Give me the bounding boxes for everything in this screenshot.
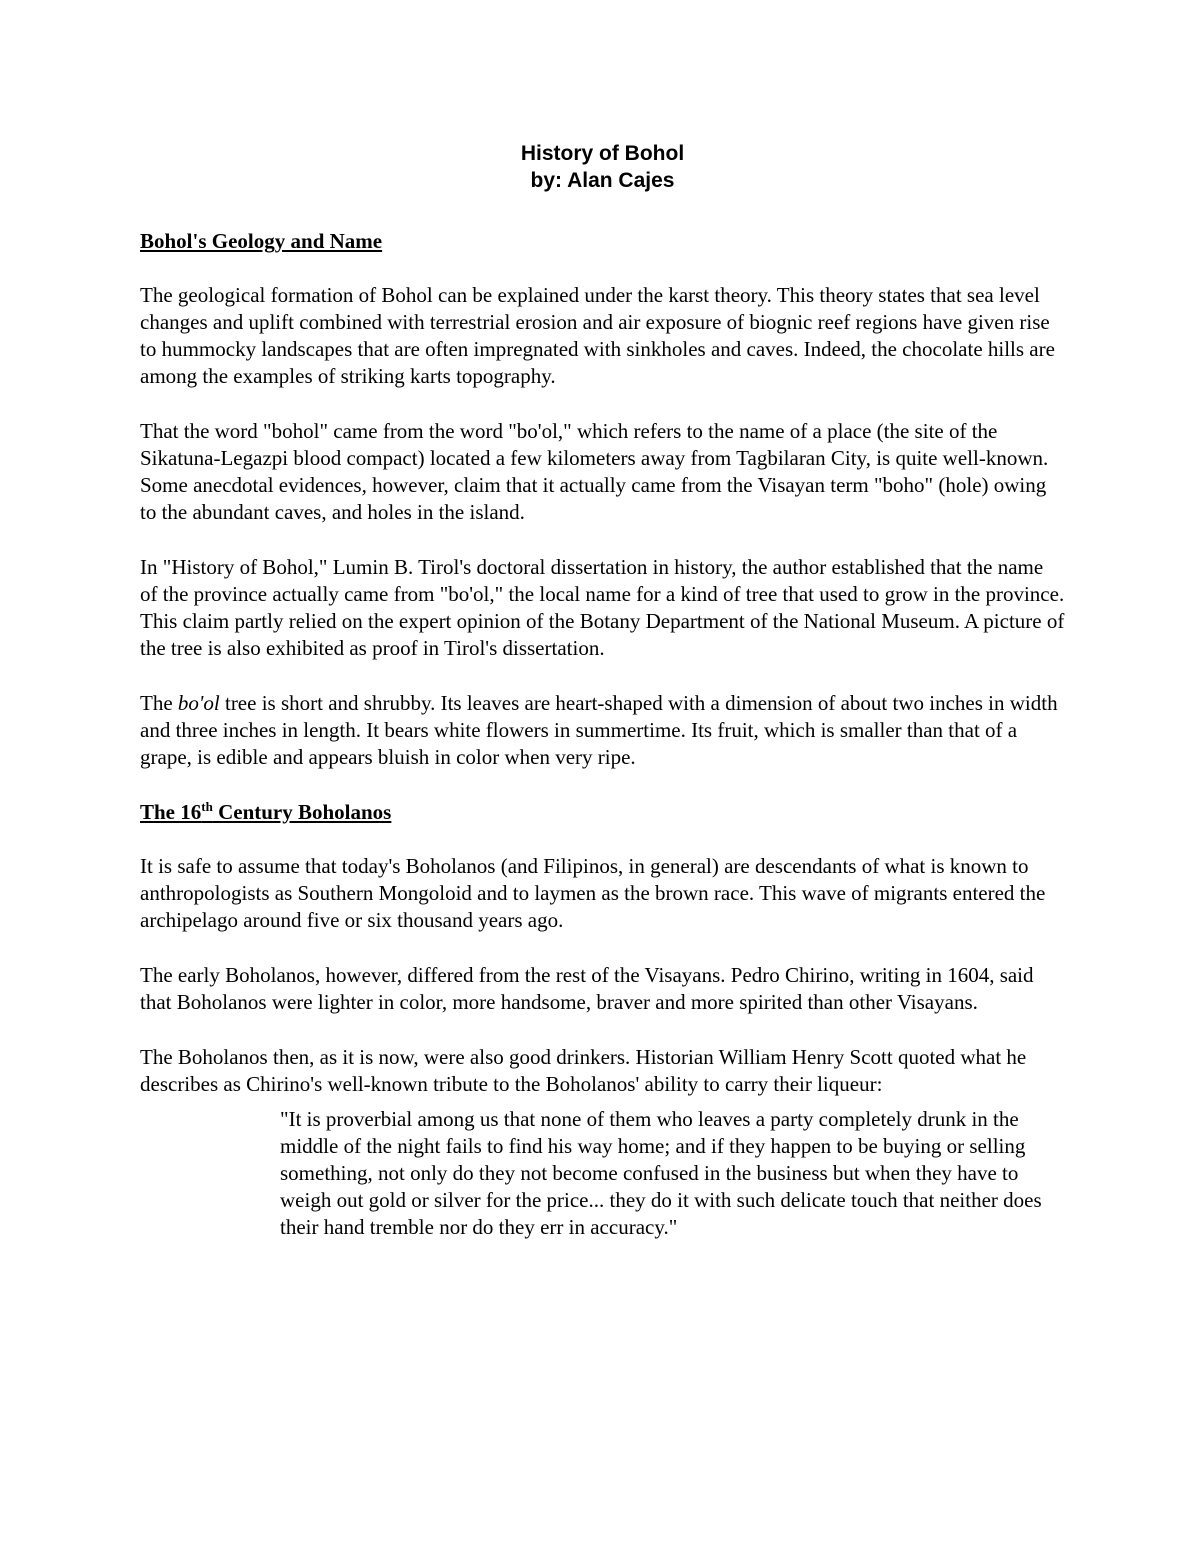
- chirino-quote: [280, 1106, 1055, 1241]
- bool-tree-italic: bo'ol: [177, 691, 220, 715]
- document-title: History of Bohol: [520, 142, 685, 165]
- paragraph-chirino: The early Boholanos, however, differed from the rest of the Visayans. Pedro Chirino, writing in 1604, said that Boholanos were lighter in color, more handsome, braver and more spirited than other Visayans.: [140, 963, 1034, 1014]
- section-heading-geology: Bohol's Geology and Name: [140, 229, 383, 253]
- section-heading-boholanos: [140, 799, 1065, 826]
- bool-tree-text-start: The: [140, 691, 178, 715]
- paragraph-tirol-dissertation: In "History of Bohol," Lumin B. Tirol's doctoral dissertation in history, the author established that the name of the province actually came from "bo'ol," the local name for a kind of tree that used to grow in the province. This claim partly relied on the expert opinion of the Botany Department of the National Museum. A picture of the tree is also exhibited as proof in Tirol's dissertation.: [140, 555, 1065, 660]
- title-block: [140, 140, 1065, 194]
- paragraph-drinkers: The Boholanos then, as it is now, were also good drinkers. Historian William Henry Scott quoted what he describes as Chirino's well-known tribute to the Boholanos' ability to carry their liqueur:: [140, 1045, 1027, 1096]
- heading-boholanos-sup: th: [201, 799, 213, 814]
- document-content: [140, 140, 1065, 1241]
- paragraph-name-origin: That the word "bohol" came from the word "bo'ol," which refers to the name of a place (the site of the Sikatuna-Legazpi blood compact) located a few kilometers away from Tagbilaran City, is quite well-known. Some anecdotal evidences, however, claim that it actually came from the Visayan term "boho" (hole) owing to the abundant caves, and holes in the island.: [140, 419, 1049, 524]
- chirino-quote-text: "It is proverbial among us that none of them who leaves a party completely drunk in the middle of the night fails to find his way home; and if they happen to be buying or selling something, not only do they not become confused in the business but when they have to weigh out gold or silver for the price... they do it with such delicate touch that neither does their hand tremble nor do they err in accuracy.": [280, 1107, 1042, 1239]
- bool-tree-text-rest: tree is short and shrubby. Its leaves are heart-shaped with a dimension of about two inches in width and three inches in length. It bears white flowers in summertime. Its fruit, which is smaller than that of a grape, is edible and appears bluish in color when very ripe.: [140, 691, 1058, 769]
- paragraph-geology-karst: The geological formation of Bohol can be explained under the karst theory. This theory states that sea level changes and uplift combined with terrestrial erosion and air exposure of biognic reef regions have given rise to hummocky landscapes that are often impregnated with sinkholes and caves. Indeed, the chocolate hills are among the examples of striking karts topography.: [140, 283, 1055, 388]
- paragraph-bool-tree: [140, 690, 1065, 771]
- heading-boholanos-post: Century Boholanos: [212, 800, 392, 824]
- document-byline: by: Alan Cajes: [530, 169, 675, 192]
- paragraph-southern-mongoloid: It is safe to assume that today's Boholanos (and Filipinos, in general) are descendants of what is known to anthropologists as Southern Mongoloid and to laymen as the brown race. This wave of migrants entered the archipelago around five or six thousand years ago.: [140, 854, 1046, 932]
- heading-boholanos-pre: The 16: [140, 800, 202, 824]
